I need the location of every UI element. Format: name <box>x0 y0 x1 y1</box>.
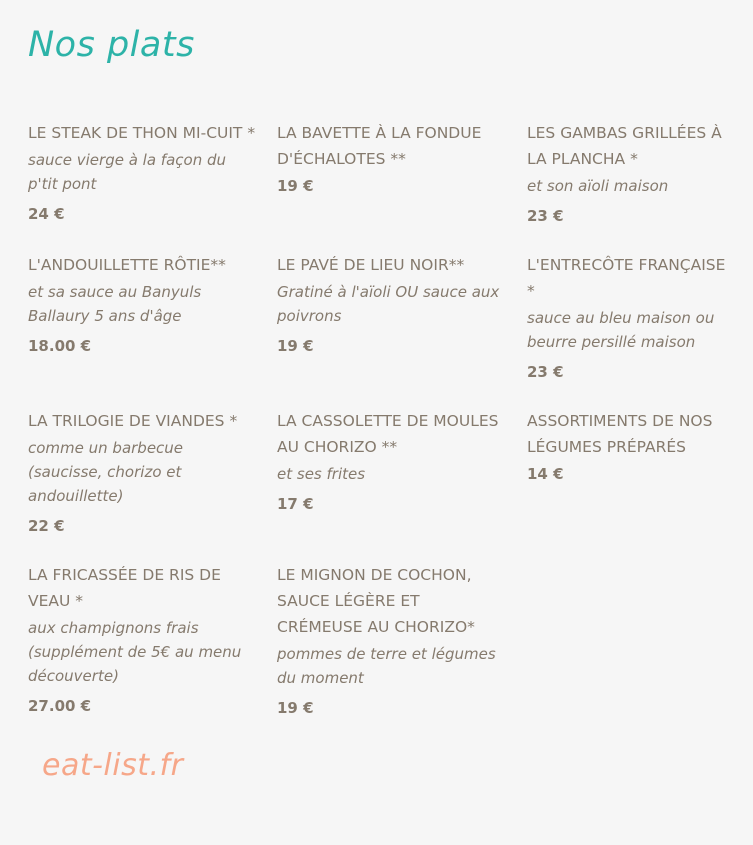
dish-description: sauce vierge à la façon du p'tit pont <box>28 151 227 193</box>
dish-name: ASSORTIMENTS DE NOS LÉGUMES PRÉPARÉS <box>527 412 713 456</box>
dish-name: LA CASSOLETTE DE MOULES AU CHORIZO ** <box>277 412 499 456</box>
dish-list <box>28 120 748 718</box>
dish-name: LE PAVÉ DE LIEU NOIR** <box>277 256 465 274</box>
dish-description: et sa sauce au Banyuls Ballaury 5 ans d'âge <box>28 283 202 325</box>
dish-price: 24 € <box>28 205 65 223</box>
dish-item <box>277 562 527 718</box>
dish-name: LA BAVETTE À LA FONDUE D'ÉCHALOTES ** <box>277 124 482 168</box>
dish-price: 19 € <box>277 699 314 717</box>
dish-description: comme un barbecue (saucisse, chorizo et andouillette) <box>28 439 184 505</box>
dish-name: LES GAMBAS GRILLÉES À LA PLANCHA * <box>527 124 722 168</box>
dish-price: 27.00 € <box>28 697 92 715</box>
watermark: eat-list.fr <box>42 748 184 783</box>
dish-description: sauce au bleu maison ou beurre persillé maison <box>527 309 715 351</box>
dish-item <box>527 252 748 382</box>
dish-price: 19 € <box>277 337 314 355</box>
dish-item <box>28 120 277 226</box>
dish-price: 17 € <box>277 495 314 513</box>
dish-name: LA FRICASSÉE DE RIS DE VEAU * <box>28 566 221 610</box>
dish-item <box>277 252 527 382</box>
dish-name: LE STEAK DE THON MI-CUIT * <box>28 124 256 142</box>
dish-item <box>28 408 277 536</box>
dish-description: et son aïoli maison <box>527 177 669 195</box>
dish-name: LE MIGNON DE COCHON, SAUCE LÉGÈRE ET CRÉMEUSE AU CHORIZO* <box>277 566 475 636</box>
dish-item <box>527 408 748 536</box>
dish-item <box>277 408 527 536</box>
dish-price: 19 € <box>277 177 314 195</box>
dish-name: L'ANDOUILLETTE RÔTIE** <box>28 256 226 274</box>
dish-item <box>28 252 277 382</box>
dish-name: LA TRILOGIE DE VIANDES * <box>28 412 238 430</box>
dish-description: Gratiné à l'aïoli OU sauce aux poivrons <box>277 283 500 325</box>
page-title: Nos plats <box>28 25 195 65</box>
dish-price: 22 € <box>28 517 65 535</box>
dish-description: et ses frites <box>277 465 366 483</box>
dish-item <box>28 562 277 718</box>
dish-price: 23 € <box>527 363 564 381</box>
dish-price: 23 € <box>527 207 564 225</box>
dish-description: aux champignons frais (supplément de 5€ au menu découverte) <box>28 619 242 685</box>
dish-price: 14 € <box>527 465 564 483</box>
dish-item <box>527 120 748 226</box>
dish-description: pommes de terre et légumes du moment <box>277 645 496 687</box>
dish-name: L'ENTRECÔTE FRANÇAISE * <box>527 256 726 300</box>
dish-item <box>277 120 527 226</box>
dish-price: 18.00 € <box>28 337 92 355</box>
